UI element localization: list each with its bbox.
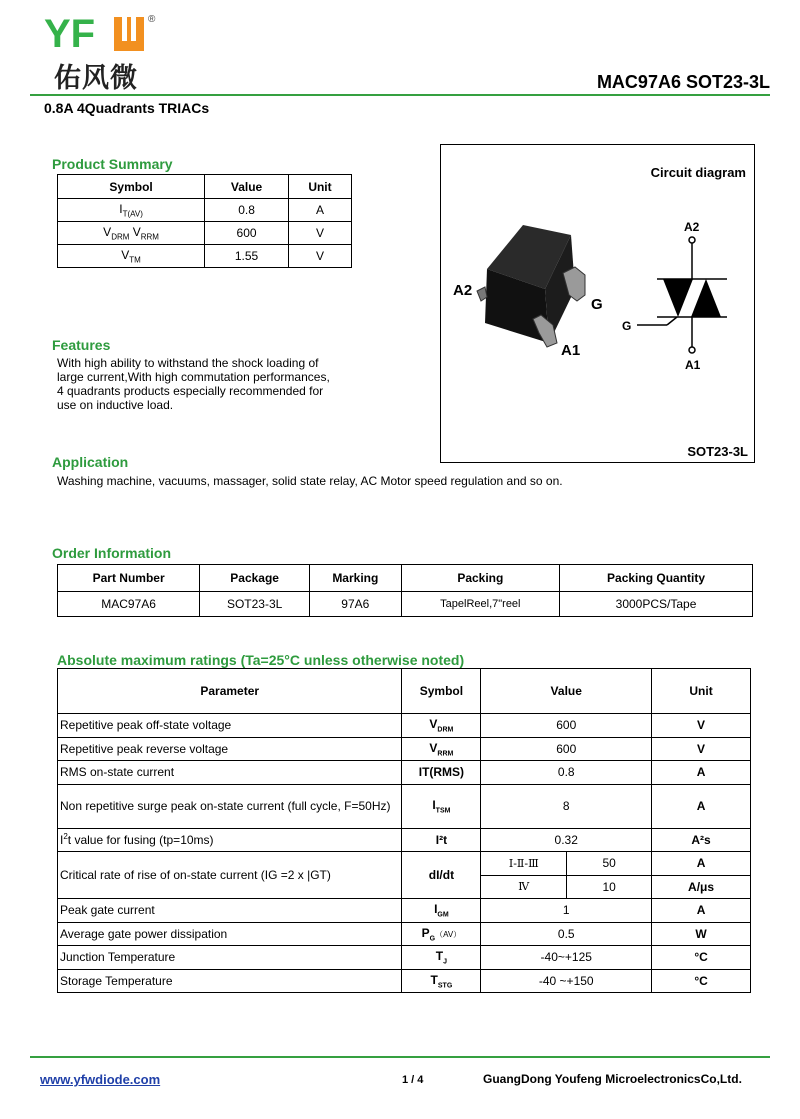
symbol-cell: dI/dt bbox=[402, 852, 481, 899]
table-row bbox=[58, 922, 751, 946]
value-cell: 600 bbox=[481, 714, 652, 738]
table-row bbox=[58, 784, 751, 828]
application-title: Application bbox=[52, 454, 129, 470]
value-cell: 10 bbox=[567, 875, 652, 899]
parameter-cell: $I^2t$ value for fusing (tp=10ms) bbox=[58, 828, 402, 852]
registered-mark: ® bbox=[148, 14, 156, 25]
value-cell: 600 bbox=[481, 737, 652, 761]
parameter-cell: Junction Temperature bbox=[58, 946, 402, 970]
table-row bbox=[58, 592, 753, 617]
unit-cell: V bbox=[288, 222, 351, 245]
col-marking: Marking bbox=[310, 565, 402, 592]
features-line: With high ability to withstand the shock loading of bbox=[57, 356, 319, 370]
circuit-diagram-label: Circuit diagram bbox=[650, 165, 746, 180]
part-title: MAC97A6 SOT23-3L bbox=[596, 72, 770, 92]
application-text: Washing machine, vacuums, massager, solid state relay, AC Motor speed regulation and so on. bbox=[57, 474, 563, 488]
packing-cell: TapelReel,7"reel bbox=[401, 592, 559, 617]
unit-cell: A bbox=[652, 852, 751, 876]
symbol-cell: $T_{STG}$ bbox=[402, 969, 481, 993]
package-and-schematic-drawing bbox=[441, 145, 756, 464]
logo-w-mark bbox=[114, 17, 144, 51]
col-value: Value bbox=[481, 669, 652, 714]
symbol-cell: IT(RMS) bbox=[402, 761, 481, 785]
features-title: Features bbox=[52, 337, 111, 353]
col-part-number: Part Number bbox=[58, 565, 200, 592]
unit-cell: A²s bbox=[652, 828, 751, 852]
unit-cell: W bbox=[652, 922, 751, 946]
symbol-cell: $V_{RRM}$ bbox=[402, 737, 481, 761]
schematic-pin-a1: A1 bbox=[685, 358, 701, 372]
table-header-row bbox=[58, 175, 352, 199]
website-link[interactable]: www.yfwdiode.com bbox=[40, 1072, 161, 1087]
value-cell: 1 bbox=[481, 899, 652, 923]
unit-cell: A bbox=[288, 199, 351, 222]
symbol-cell: $T_J$ bbox=[402, 946, 481, 970]
package-pin-a2: A2 bbox=[453, 282, 473, 299]
package-pin-g: G bbox=[591, 296, 603, 313]
col-symbol: Symbol bbox=[58, 175, 205, 199]
footer-divider bbox=[30, 1056, 770, 1058]
symbol-cell: $V_{DRM}$ $V_{RRM}$ bbox=[58, 222, 205, 245]
parameter-cell: Repetitive peak off-state voltage bbox=[58, 714, 402, 738]
parameter-cell: Non repetitive surge peak on-state current (full cycle, F=50Hz) bbox=[58, 784, 402, 828]
table-row bbox=[58, 899, 751, 923]
value-cell: 0.5 bbox=[481, 922, 652, 946]
symbol-cell: $V_{TM}$ bbox=[58, 245, 205, 268]
document-subtitle: 0.8A 4Quadrants TRIACs bbox=[44, 100, 210, 116]
company-name: GuangDong Youfeng MicroelectronicsCo,Ltd. bbox=[483, 1072, 742, 1086]
col-packing-quantity: Packing Quantity bbox=[560, 565, 753, 592]
schematic-pin-g: G bbox=[622, 319, 632, 333]
table-row bbox=[58, 969, 751, 993]
ratings-table bbox=[57, 668, 751, 993]
unit-cell: A bbox=[652, 761, 751, 785]
value-cell: 1.55 bbox=[205, 245, 289, 268]
table-row bbox=[58, 199, 352, 222]
value-cell: 0.8 bbox=[481, 761, 652, 785]
packing-quantity-cell: 3000PCS/Tape bbox=[560, 592, 753, 617]
symbol-cell: I²t bbox=[402, 828, 481, 852]
table-row bbox=[58, 245, 352, 268]
product-summary-title: Product Summary bbox=[52, 156, 173, 172]
symbol-cell: $I_{GM}$ bbox=[402, 899, 481, 923]
table-row bbox=[58, 714, 751, 738]
table-row bbox=[58, 222, 352, 245]
col-symbol: Symbol bbox=[402, 669, 481, 714]
col-unit: Unit bbox=[288, 175, 351, 199]
quadrant-cell: Ⅰ-Ⅱ-Ⅲ bbox=[481, 852, 567, 876]
features-line: large current,With high commutation performances, bbox=[57, 370, 330, 384]
unit-cell: °C bbox=[652, 969, 751, 993]
schematic-pin-a2: A2 bbox=[684, 220, 700, 234]
header-divider bbox=[30, 94, 770, 96]
value-cell: 0.32 bbox=[481, 828, 652, 852]
product-summary-table bbox=[57, 174, 352, 268]
features-line: use on inductive load. bbox=[57, 398, 174, 412]
symbol-cell: $I_{TSM}$ bbox=[402, 784, 481, 828]
col-packing: Packing bbox=[401, 565, 559, 592]
logo-text: YF bbox=[44, 12, 96, 56]
logo-chinese-text: 佑风微 bbox=[54, 63, 138, 94]
page-number: 1 / 4 bbox=[402, 1074, 424, 1086]
value-cell: 0.8 bbox=[205, 199, 289, 222]
marking-cell: 97A6 bbox=[310, 592, 402, 617]
unit-cell: A bbox=[652, 899, 751, 923]
table-header-row bbox=[58, 565, 753, 592]
col-package: Package bbox=[200, 565, 310, 592]
unit-cell: A/μs bbox=[652, 875, 751, 899]
part-number-cell: MAC97A6 bbox=[58, 592, 200, 617]
parameter-cell: Storage Temperature bbox=[58, 969, 402, 993]
symbol-cell: $I_{T(AV)}$ bbox=[58, 199, 205, 222]
sot23-package-image bbox=[477, 225, 585, 347]
unit-cell: V bbox=[652, 714, 751, 738]
unit-cell: V bbox=[652, 737, 751, 761]
unit-cell: A bbox=[652, 784, 751, 828]
value-cell: 50 bbox=[567, 852, 652, 876]
symbol-cell: $P_G(AV)$ bbox=[402, 922, 481, 946]
col-unit: Unit bbox=[652, 669, 751, 714]
value-cell: 8 bbox=[481, 784, 652, 828]
value-cell: -40~+125 bbox=[481, 946, 652, 970]
package-cell: SOT23-3L bbox=[200, 592, 310, 617]
table-row bbox=[58, 761, 751, 785]
symbol-cell: $V_{DRM}$ bbox=[402, 714, 481, 738]
quadrant-cell: Ⅳ bbox=[481, 875, 567, 899]
parameter-cell: Critical rate of rise of on-state current (IG =2 x |GT) bbox=[58, 852, 402, 899]
table-header-row bbox=[58, 669, 751, 714]
ratings-title: Absolute maximum ratings (Ta=25°C unless otherwise noted) bbox=[57, 652, 465, 668]
parameter-cell: RMS on-state current bbox=[58, 761, 402, 785]
features-line: 4 quadrants products especially recommended for bbox=[57, 384, 324, 398]
package-pin-a1: A1 bbox=[561, 342, 581, 359]
package-label: SOT23-3L bbox=[687, 444, 748, 459]
table-row bbox=[58, 946, 751, 970]
unit-cell: °C bbox=[652, 946, 751, 970]
parameter-cell: Average gate power dissipation bbox=[58, 922, 402, 946]
features-text bbox=[57, 356, 330, 412]
col-parameter: Parameter bbox=[58, 669, 402, 714]
col-value: Value bbox=[205, 175, 289, 199]
value-cell: 600 bbox=[205, 222, 289, 245]
table-row bbox=[58, 852, 751, 876]
table-row bbox=[58, 828, 751, 852]
parameter-cell: Peak gate current bbox=[58, 899, 402, 923]
order-info-table bbox=[57, 564, 753, 617]
table-row bbox=[58, 737, 751, 761]
value-cell: -40 ~+150 bbox=[481, 969, 652, 993]
circuit-diagram-box bbox=[440, 144, 755, 463]
unit-cell: V bbox=[288, 245, 351, 268]
parameter-cell: Repetitive peak reverse voltage bbox=[58, 737, 402, 761]
order-info-title: Order Information bbox=[52, 545, 172, 561]
company-logo bbox=[44, 14, 164, 94]
